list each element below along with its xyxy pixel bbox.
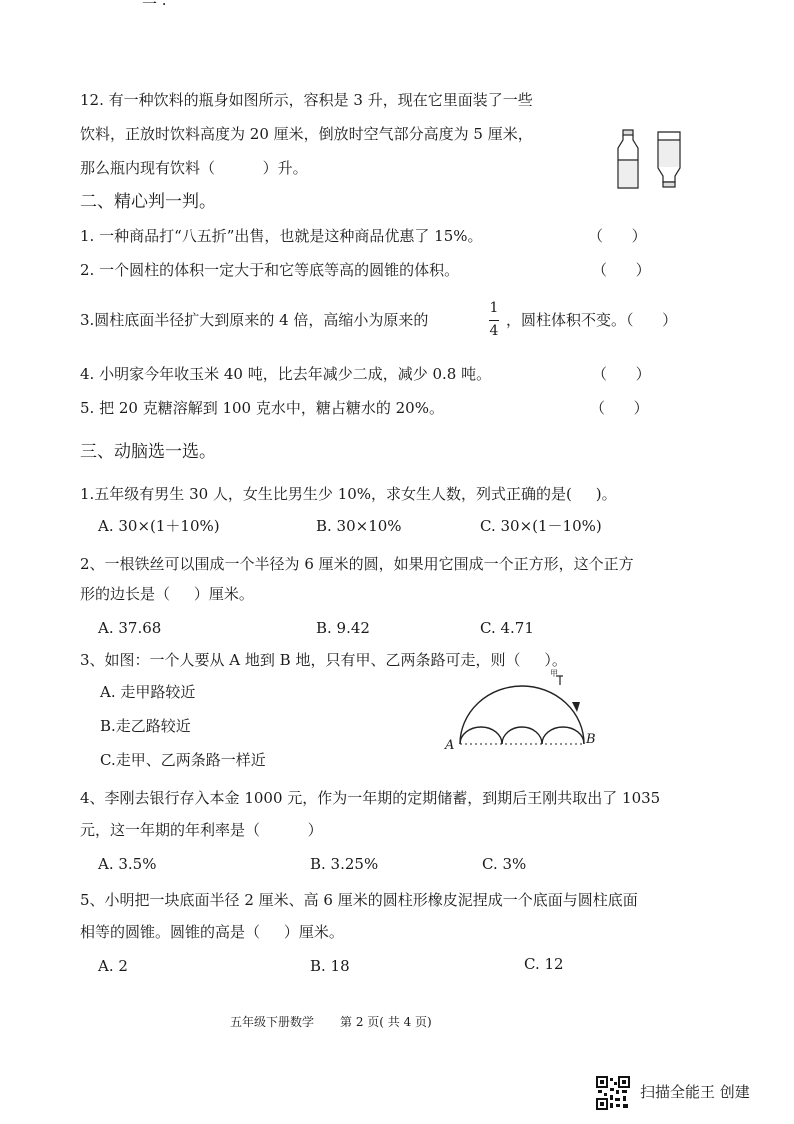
judge-item-2: 2. 一个圆柱的体积一定大于和它等底等高的圆锥的体积。 [80,261,460,279]
footer-subject: 五年级下册数学 [230,1015,315,1029]
point-b-label: B [586,732,596,747]
choice-q4-line2: 元，这一年期的年利率是（ ） [80,821,323,839]
q12-line3: 那么瓶内现有饮料（ ）升。 [80,159,308,177]
choice-q5-line2: 相等的圆锥。圆锥的高是（ ）厘米。 [80,923,344,941]
choice-q2-option-b[interactable]: B. 9.42 [316,619,370,637]
choice-q3-option-a[interactable]: A. 走甲路较近 [100,683,196,701]
judge-answer-blank-4[interactable]: （ ） [592,365,651,383]
footer-page-number: 第 2 页( 共 4 页) [340,1015,432,1029]
choice-q1-option-c[interactable]: C. 30×(1－10%) [480,517,602,535]
point-a-label: A [445,738,455,753]
fraction-bar [489,320,499,321]
choice-q1-stem: 1.五年级有男生 30 人，女生比男生少 10%，求女生人数，列式正确的是( )。 [80,485,617,503]
choice-q2-option-c[interactable]: C. 4.71 [480,619,534,637]
fraction-numerator: 1 [489,300,499,316]
choice-q5-option-c[interactable]: C. 12 [524,955,564,973]
choice-q2-option-a[interactable]: A. 37.68 [98,619,162,637]
top-fragment: 一 · [142,0,167,13]
judge-answer-blank-2[interactable]: （ ） [592,261,651,279]
section3-title: 三、动脑选一选。 [80,442,216,462]
choice-q3-option-c[interactable]: C.走甲、乙两条路一样近 [100,751,266,769]
choice-q5-option-b[interactable]: B. 18 [310,957,350,975]
judge-answer-blank-5[interactable]: （ ） [590,399,649,417]
judge-item-3: 3.圆柱底面半径扩大到原来的 4 倍，高缩小为原来的 [80,311,429,329]
q12-line2: 饮料，正放时饮料高度为 20 厘米，倒放时空气部分高度为 5 厘米， [80,125,533,143]
choice-q2-line1: 2、一根铁丝可以围成一个半径为 6 厘米的圆，如果用它围成一个正方形，这个正方 [80,555,634,573]
choice-q3-stem: 3、如图：一个人要从 A 地到 B 地，只有甲、乙两条路可走，则（ ）。 [80,651,567,669]
choice-q3-option-b[interactable]: B.走乙路较近 [100,717,191,735]
path-jia-label: 甲 [550,669,558,678]
path-diagram [440,669,610,758]
judge-answer-blank-1[interactable]: （ ） [588,227,647,245]
judge-item-1: 1. 一种商品打“八五折”出售，也就是这种商品优惠了 15%。 [80,227,483,245]
choice-q5-line1: 5、小明把一块底面半径 2 厘米、高 6 厘米的圆柱形橡皮泥捏成一个底面与圆柱底面 [80,891,638,909]
choice-q4-line1: 4、李刚去银行存入本金 1000 元，作为一年期的定期储蓄，到期后王刚共取出了 1035 [80,789,661,807]
section2-title: 二、精心判一判。 [80,192,216,212]
fraction-denominator: 4 [489,323,499,339]
judge-item-4: 4. 小明家今年收玉米 40 吨，比去年减少二成，减少 0.8 吨。 [80,365,492,383]
watermark-text: 扫描全能王 创建 [640,1083,750,1101]
choice-q1-option-a[interactable]: A. 30×(1＋10%) [98,517,220,535]
judge-item-3-tail: ，圆柱体积不变。（ ） [506,311,678,329]
choice-q5-option-a[interactable]: A. 2 [98,957,128,975]
q12-line1: 12. 有一种饮料的瓶身如图所示，容积是 3 升，现在它里面装了一些 [80,91,533,109]
choice-q4-option-a[interactable]: A. 3.5% [98,855,157,873]
bottle-figure [612,126,692,192]
qr-code-icon [596,1076,630,1110]
choice-q4-option-c[interactable]: C. 3% [482,855,527,873]
judge-item-5: 5. 把 20 克糖溶解到 100 克水中，糖占糖水的 20%。 [80,399,444,417]
choice-q2-line2: 形的边长是（ ）厘米。 [80,585,254,603]
choice-q1-option-b[interactable]: B. 30×10% [316,517,402,535]
choice-q4-option-b[interactable]: B. 3.25% [310,855,379,873]
